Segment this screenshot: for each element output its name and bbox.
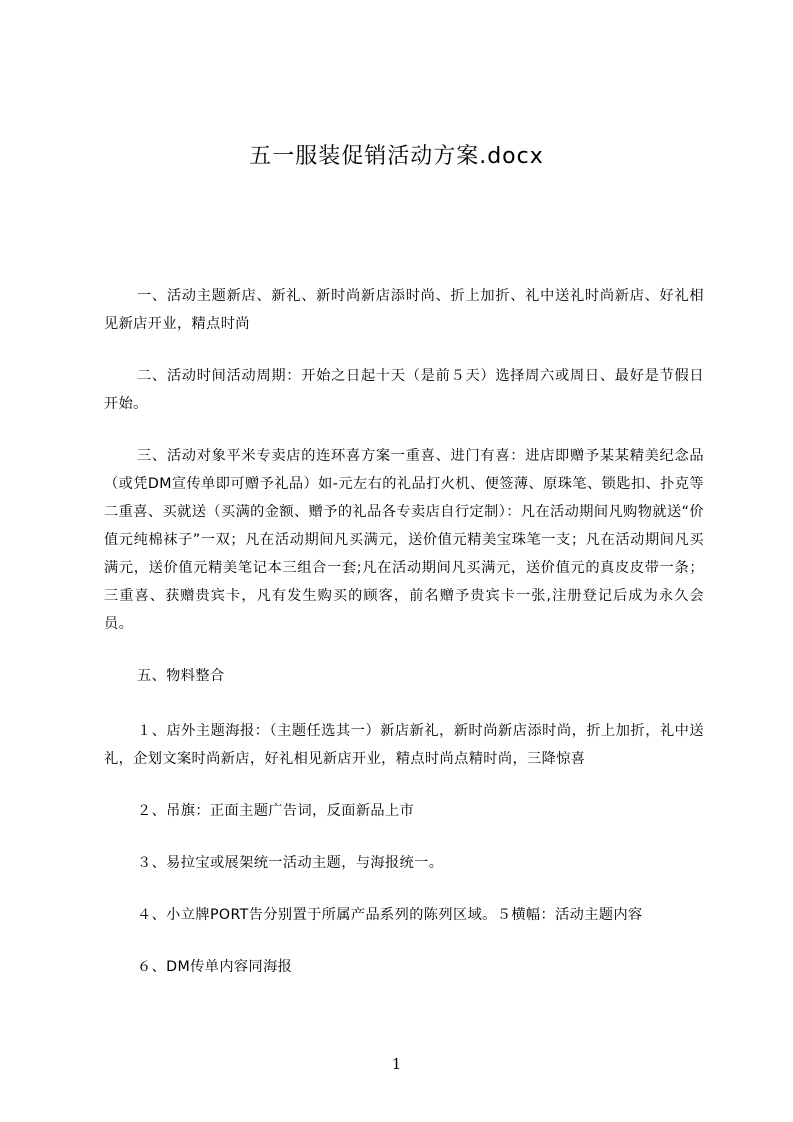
document-title: 五一服装促销活动方案.docx bbox=[249, 144, 544, 169]
paragraph-rollup-banner: ３、易拉宝或展架统一活动主题，与海报统一。 bbox=[137, 855, 444, 871]
paragraph-standing-sign: ４、小立牌PORT告分别置于所属产品系列的陈列区域。５横幅：活动主题内容 bbox=[137, 907, 643, 923]
paragraph-activity-theme: 一、活动主题新店、新礼、新时尚新店添时尚、折上加折、礼中送礼时尚新店、好礼相见新店开业，精点时尚 bbox=[104, 288, 704, 332]
page-number: 1 bbox=[391, 1055, 402, 1073]
paragraph-poster: １、店外主题海报：（主题任选其一）新店新礼，新时尚新店添时尚，折上加折，礼中送礼，企划文案时尚新店，好礼相见新店开业，精点时尚点精时尚，三降惊喜 bbox=[104, 723, 704, 767]
paragraph-activity-target: 三、活动对象平米专卖店的连环喜方案一重喜、进门有喜：进店即赠予某某精美纪念品（或凭DM宣传单即可赠予礼品）如-元左右的礼品打火机、便签薄、原珠笔、锁匙扣、扑克等二重喜、买就送（买满的金额、赠予的礼品各专卖店自行定制）：凡在活动期间凡购物就送“价值元纯棉袜子”一双；凡在活动期间凡买满元，送价值元精美宝珠笔一支；凡在活动期间凡买满元，送价值元精美笔记本三组合一套;凡在活动期间凡买满元，送价值元的真皮皮带一条；三重喜、获赠贵宾卡，凡有发生购买的顾客，前名赠予贵宾卡一张,注册登记后成为永久会员。 bbox=[104, 448, 704, 632]
document-body bbox=[104, 282, 704, 981]
paragraph-activity-time: 二、活动时间活动周期：开始之日起十天（是前５天）选择周六或周日、最好是节假日开始。 bbox=[104, 368, 704, 412]
paragraph-dm-flyer: ６、DM传单内容同海报 bbox=[137, 959, 293, 975]
paragraph-materials-heading: 五、物料整合 bbox=[137, 668, 225, 684]
paragraph-hanging-flag: ２、吊旗：正面主题广告词，反面新品上市 bbox=[137, 803, 415, 819]
